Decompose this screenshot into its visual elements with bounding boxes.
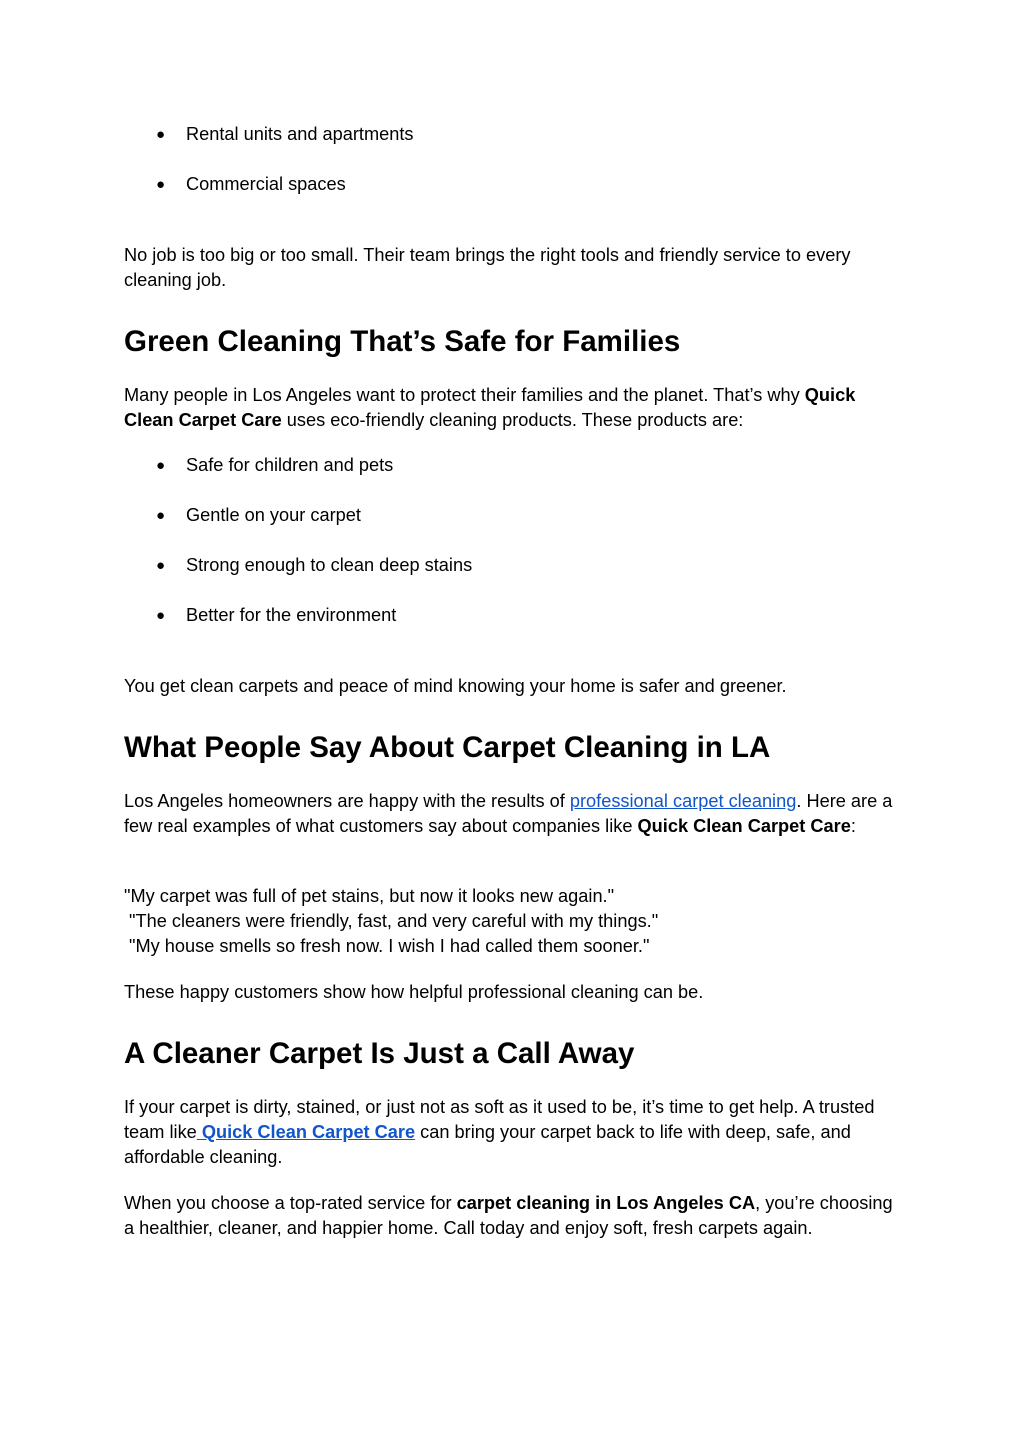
quote: "My house smells so fresh now. I wish I had called them sooner.": [124, 936, 650, 956]
brand-name: Quick Clean Carpet Care: [124, 385, 856, 430]
list-item: ● Strong enough to clean deep stains: [156, 553, 472, 578]
paragraph-no-job: No job is too big or too small. Their team brings the right tools and friendly service to every cleaning job.: [124, 245, 851, 290]
bullet-icon: ●: [156, 507, 166, 524]
heading-call-away: A Cleaner Carpet Is Just a Call Away: [124, 1037, 635, 1070]
quote: "The cleaners were friendly, fast, and very careful with my things.": [124, 911, 659, 931]
paragraph-call: If your carpet is dirty, stained, or just not as soft as it used to be, it’s time to get help. A trusted team like Quick Clean Carpet Care can bring your carpet back to life with deep, safe, and affordable cleaning.: [124, 1097, 875, 1167]
bullet-icon: ●: [156, 607, 166, 624]
testimonial-quotes: [124, 884, 894, 959]
keyword-phrase: carpet cleaning in Los Angeles CA: [456, 1193, 756, 1213]
list-item: ● Rental units and apartments: [156, 122, 413, 147]
list-item: ● Better for the environment: [156, 603, 396, 628]
heading-what-people-say: What People Say About Carpet Cleaning in LA: [124, 731, 771, 764]
brand-name: Quick Clean Carpet Care: [637, 816, 851, 836]
bullet-icon: ●: [156, 126, 166, 143]
list-item: ● Gentle on your carpet: [156, 503, 361, 528]
quick-clean-carpet-care-link[interactable]: Quick Clean Carpet Care: [196, 1122, 416, 1142]
list-item: ● Safe for children and pets: [156, 453, 393, 478]
professional-carpet-cleaning-link[interactable]: professional carpet cleaning: [569, 791, 797, 811]
quote: "My carpet was full of pet stains, but now it looks new again.": [124, 886, 615, 906]
paragraph-happy-customers: These happy customers show how helpful professional cleaning can be.: [124, 982, 704, 1002]
paragraph-green: Many people in Los Angeles want to protect their families and the planet. That’s why Quick Clean Carpet Care uses eco-friendly cleaning products. These products are:: [124, 385, 856, 430]
paragraph-testimonials-intro: Los Angeles homeowners are happy with the results of professional carpet cleaning. Here are a few real examples of what customers say about companies like Quick Clean Carpet Care:: [124, 791, 893, 836]
paragraph-peace-of-mind: You get clean carpets and peace of mind knowing your home is safer and greener.: [124, 676, 787, 696]
bullet-icon: ●: [156, 176, 166, 193]
paragraph-final: When you choose a top-rated service for carpet cleaning in Los Angeles CA, you’re choosing a healthier, cleaner, and happier home. Call today and enjoy soft, fresh carpets again.: [124, 1193, 893, 1238]
heading-green-cleaning: Green Cleaning That’s Safe for Families: [124, 325, 681, 358]
list-item: ● Commercial spaces: [156, 172, 346, 197]
bullet-icon: ●: [156, 557, 166, 574]
bullet-icon: ●: [156, 457, 166, 474]
